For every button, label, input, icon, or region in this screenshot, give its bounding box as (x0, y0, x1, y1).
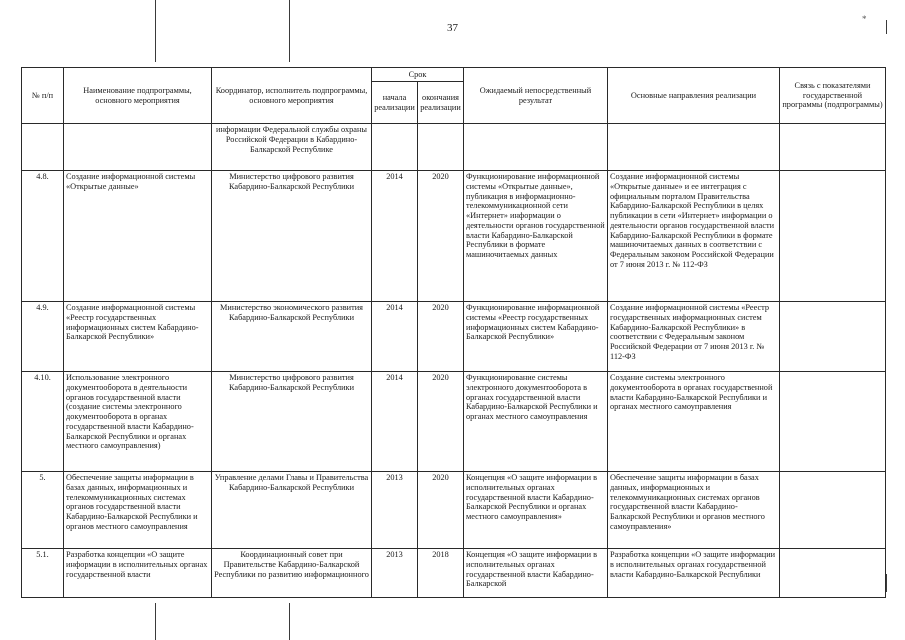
cell-num: 4.10. (22, 372, 64, 472)
page-number: 37 (447, 22, 458, 34)
cell-start: 2014 (372, 372, 418, 472)
program-table (21, 67, 886, 598)
cell-directions: Разработка концепции «О защите информации в исполнительных органах государственной власти Кабардино-Балкарской Республики (608, 549, 780, 598)
cell-start (372, 124, 418, 171)
header-end: окончания реализации (418, 82, 464, 124)
cell-num: 4.8. (22, 171, 64, 302)
cell-name (64, 124, 212, 171)
header-directions: Основные направления реализации (608, 68, 780, 124)
cell-coordinator: информации Федеральной службы охраны Российской Федерации в Кабардино-Балкарской Республике (212, 124, 372, 171)
cell-result: Концепция «О защите информации в исполнительных органах государственной власти Кабардино-Балкарской Республики и органах местного самоуправления» (464, 472, 608, 549)
cell-end: 2020 (418, 302, 464, 372)
cell-directions: Создание информационной системы «Реестр государственных информационных систем Кабардино-Балкарской Республики» в соответствии с Федеральным законом Российской Федерации от 7 июня 2013 г. № 112-ФЗ (608, 302, 780, 372)
cell-start: 2014 (372, 171, 418, 302)
cell-result (464, 124, 608, 171)
cell-coordinator: Министерство экономического развития Кабардино-Балкарской Республики (212, 302, 372, 372)
table-row (22, 171, 886, 302)
cell-name: Разработка концепции «О защите информации в исполнительных органах государственной власти (64, 549, 212, 598)
cell-end: 2020 (418, 472, 464, 549)
header-num: № п/п (22, 68, 64, 124)
cell-start: 2013 (372, 472, 418, 549)
scan-artifact-line (155, 0, 156, 62)
table-row (22, 472, 886, 549)
cell-name: Создание информационной системы «Реестр государственных информационных систем Кабардино-Балкарской Республики» (64, 302, 212, 372)
scan-artifact-line (886, 20, 887, 34)
cell-start: 2013 (372, 549, 418, 598)
cell-coordinator: Министерство цифрового развития Кабардино-Балкарской Республики (212, 171, 372, 302)
table-row (22, 372, 886, 472)
header-start: начала реализации (372, 82, 418, 124)
cell-result: Концепция «О защите информации в исполнительных органах государственной власти Кабардино-Балкарской (464, 549, 608, 598)
cell-link (780, 171, 886, 302)
scan-artifact-line (886, 574, 887, 592)
cell-link (780, 302, 886, 372)
scan-artifact-line (155, 603, 156, 640)
cell-start: 2014 (372, 302, 418, 372)
cell-directions: Создание информационной системы «Открытые данные» и ее интеграция с официальным порталом Правительства Кабардино-Балкарской Республики в целях публикации в сети «Интернет» информации о деятельности органов государственной власти Кабардино-Балкарской Республики в формате машиночитаемых данных в соответствии с Федеральным законом Российской Федерации от 7 июня 2013 г. № 112-ФЗ (608, 171, 780, 302)
table-row (22, 549, 886, 598)
cell-coordinator: Координационный совет при Правительстве Кабардино-Балкарской Республики по развитию информационного (212, 549, 372, 598)
scan-artifact-line (289, 0, 290, 62)
header-result: Ожидаемый непосредственный результат (464, 68, 608, 124)
cell-coordinator: Управление делами Главы и Правительства Кабардино-Балкарской Республики (212, 472, 372, 549)
cell-result: Функционирование системы электронного документооборота в органах государственной власти Кабардино-Балкарской Республики и органах местного самоуправления (464, 372, 608, 472)
header-term: Срок (372, 68, 464, 82)
cell-num: 5. (22, 472, 64, 549)
header-coordinator: Координатор, исполнитель подпрограммы, основного мероприятия (212, 68, 372, 124)
scan-artifact-line (289, 603, 290, 640)
table-row (22, 124, 886, 171)
cell-num: 5.1. (22, 549, 64, 598)
header-name: Наименование подпрограммы, основного мероприятия (64, 68, 212, 124)
cell-end (418, 124, 464, 171)
cell-name: Создание информационной системы «Открытые данные» (64, 171, 212, 302)
cell-end: 2018 (418, 549, 464, 598)
header-link: Связь с показателями государственной программы (подпрограммы) (780, 68, 886, 124)
cell-link (780, 372, 886, 472)
cell-link (780, 124, 886, 171)
cell-name: Использование электронного документооборота в деятельности органов государственной власти (создание системы электронного документооборота в органах государственной власти Кабардино-Балкарской Республики и органах местного самоуправления) (64, 372, 212, 472)
cell-link (780, 549, 886, 598)
cell-directions: Обеспечение защиты информации в базах данных, информационных и телекоммуникационных системах органов государственной власти Кабардино-Балкарской Республики и органов местного самоуправления» (608, 472, 780, 549)
cell-num (22, 124, 64, 171)
cell-num: 4.9. (22, 302, 64, 372)
cell-name: Обеспечение защиты информации в базах данных, информационных и телекоммуникационных системах органов государственной власти Кабардино-Балкарской Республики и органов местного самоуправления (64, 472, 212, 549)
corner-mark: * (862, 14, 867, 24)
cell-result: Функционирование информационной системы «Реестр государственных информационных систем Кабардино-Балкарской Республики» (464, 302, 608, 372)
cell-end: 2020 (418, 372, 464, 472)
cell-directions (608, 124, 780, 171)
cell-link (780, 472, 886, 549)
cell-end: 2020 (418, 171, 464, 302)
cell-result: Функционирование информационной системы «Открытые данные», публикация в информационно-телекоммуникационной сети «Интернет» информации о деятельности органов государственной власти Кабардино-Балкарской Республики в формате машиночитаемых данных (464, 171, 608, 302)
cell-directions: Создание системы электронного документооборота в органах государственной власти Кабардино-Балкарской Республики и органах местного самоуправления (608, 372, 780, 472)
table-row (22, 302, 886, 372)
cell-coordinator: Министерство цифрового развития Кабардино-Балкарской Республики (212, 372, 372, 472)
